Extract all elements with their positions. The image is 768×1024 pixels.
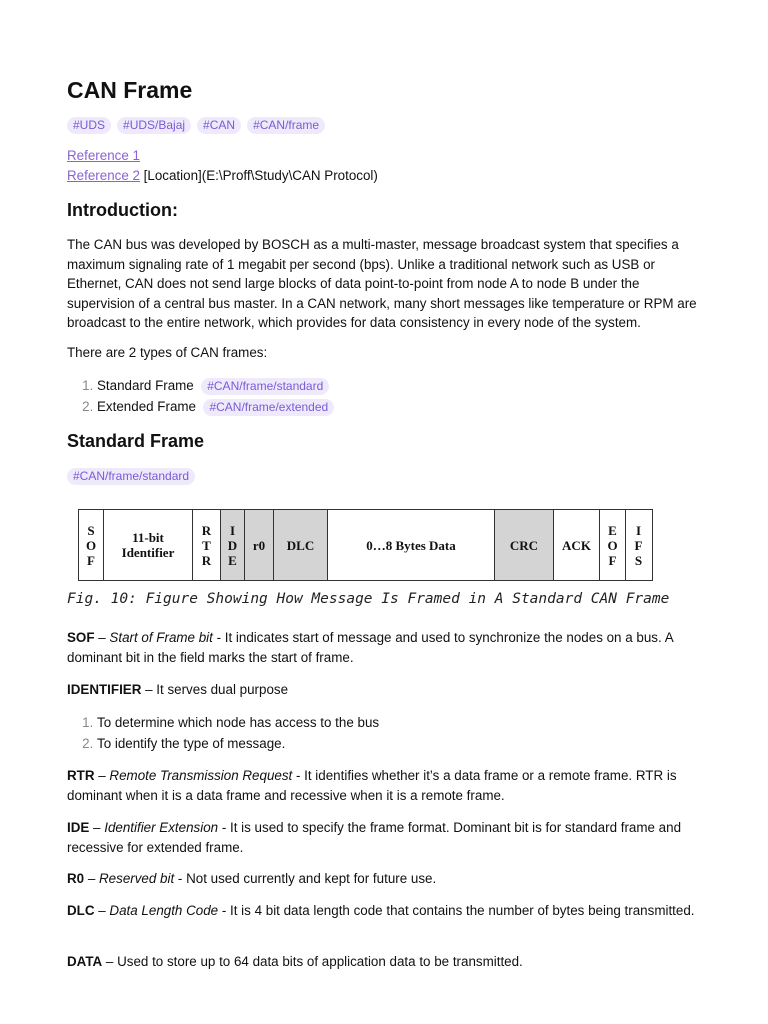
frame-field-r0: r0 (245, 510, 274, 580)
figure-caption: Fig. 10: Figure Showing How Message Is Framed in A Standard CAN Frame (67, 591, 670, 607)
list-item: 1. Standard Frame #CAN/frame/standard (97, 375, 701, 396)
def-data: DATA – Used to store up to 64 data bits of application data to be transmitted. (67, 954, 523, 969)
def-ide: IDE – Identifier Extension - It is used to specify the frame format. Dominant bit is for standard frame and recessive for extended frame. (67, 820, 682, 855)
references (67, 146, 701, 185)
tag-can-frame-standard[interactable]: #CAN/frame/standard (201, 378, 329, 395)
tag-uds[interactable]: #UDS (67, 117, 111, 134)
frame-field-eof: E O F (600, 510, 626, 580)
tag-can-frame-standard[interactable]: #CAN/frame/standard (67, 468, 195, 485)
frame-field-rtr: R T R (193, 510, 221, 580)
frame-field-identifier: 11-bit Identifier (104, 510, 193, 580)
tag-list (67, 117, 701, 134)
frame-field-dlc: DLC (274, 510, 328, 580)
frame-field-data: 0…8 Bytes Data (328, 510, 495, 580)
tag-can[interactable]: #CAN (197, 117, 241, 134)
tag-can-frame[interactable]: #CAN/frame (247, 117, 325, 134)
reference-2-location: [Location](E:\Proff\Study\CAN Protocol) (139, 167, 378, 183)
def-identifier: IDENTIFIER – It serves dual purpose (67, 682, 289, 697)
frame-types-intro: There are 2 types of CAN frames: (67, 345, 268, 360)
tag-can-frame-extended[interactable]: #CAN/frame/extended (203, 399, 334, 416)
frame-types-list (67, 375, 701, 417)
frame-field-sof: S O F (79, 510, 104, 580)
can-frame-diagram (78, 509, 653, 581)
standard-tag-list (67, 468, 701, 485)
frame-field-ide: I D E (221, 510, 245, 580)
intro-paragraph: The CAN bus was developed by BOSCH as a multi-master, message broadcast system that specifies a maximum signaling rate of 1 megabit per second (bps). Unlike a traditional network such as USB or Ethernet, CAN does not send large blocks of data point-to-point from node A to node B under the supervision of a central bus master. In a CAN network, many short messages like temperature or RPM are broadcast to the entire network, which provides for data consistency in every node of the system. (67, 237, 697, 330)
def-rtr: RTR – Remote Transmission Request - It identifies whether it’s a data frame or a remote frame. RTR is dominant when it is a data frame and recessive when it is a remote frame. (67, 768, 677, 803)
frame-field-ifs: I F S (634, 522, 643, 568)
def-r0: R0 – Reserved bit - Not used currently and kept for future use. (67, 871, 437, 886)
standard-frame-heading: Standard Frame (67, 431, 205, 451)
reference-1-link[interactable]: Reference 1 (67, 148, 140, 163)
identifier-purpose-list (67, 712, 701, 754)
list-item: 2. To identify the type of message. (97, 733, 701, 754)
reference-2-link[interactable]: Reference 2 (67, 167, 140, 183)
def-dlc: DLC – Data Length Code - It is 4 bit data length code that contains the number of bytes being transmitted. (67, 903, 695, 918)
intro-heading: Introduction: (67, 200, 178, 220)
frame-field-crc: CRC (495, 510, 554, 580)
tag-uds-bajaj[interactable]: #UDS/Bajaj (117, 117, 191, 134)
page-title: CAN Frame (67, 77, 193, 103)
def-sof: SOF – Start of Frame bit - It indicates start of message and used to synchronize the nodes on a bus. A dominant bit in the field marks the start of frame. (67, 630, 673, 665)
list-item: 1. To determine which node has access to the bus (97, 712, 701, 733)
list-item: 2. Extended Frame #CAN/frame/extended (97, 396, 701, 417)
frame-field-ack: ACK (554, 510, 600, 580)
